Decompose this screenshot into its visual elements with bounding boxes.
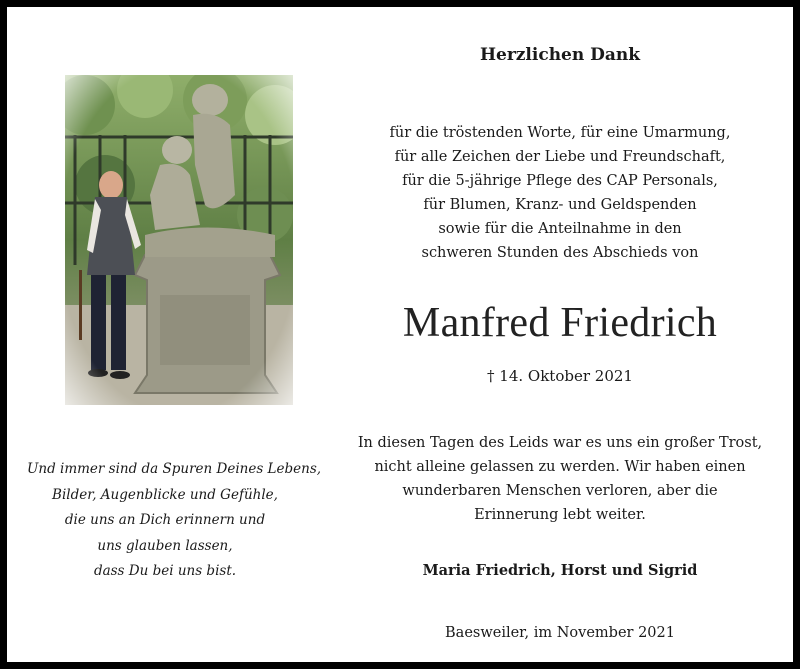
thanks-line: schweren Stunden des Abschieds von [421, 245, 699, 261]
message-line: wunderbaren Menschen verloren, aber die [402, 483, 718, 499]
card-heading: Herzlichen Dank [479, 45, 641, 65]
poem-line: die uns an Dich erinnern und [64, 512, 266, 529]
poem-line: Und immer sind da Spuren Deines Lebens, [27, 461, 322, 477]
thanks-line: sowie für die Anteilnahme in den [438, 221, 682, 237]
thanks-line: für die 5-jährige Pflege des CAP Personals, [402, 173, 718, 189]
poem-line: uns glauben lassen, [97, 537, 233, 554]
poem-line: Bilder, Augenblicke und Gefühle, [52, 486, 278, 503]
thanks-line: für Blumen, Kranz- und Geldspenden [423, 197, 697, 213]
thanks-line: für die tröstenden Worte, für eine Umarmung, [389, 125, 731, 141]
signers: Maria Friedrich, Horst und Sigrid [422, 562, 698, 579]
message-line: Erinnerung lebt weiter. [474, 507, 646, 523]
message-text [313, 431, 800, 527]
message-line: In diesen Tagen des Leids war es uns ein großer Trost, [357, 435, 763, 451]
thanks-text [313, 121, 800, 265]
memorial-poem [27, 457, 322, 585]
death-date: † 14. Oktober 2021 [487, 367, 633, 385]
poem-line: dass Du bei uns bist. [93, 563, 237, 580]
message-line: nicht alleine gelassen zu werden. Wir haben einen [374, 459, 746, 475]
portrait-photo [65, 75, 293, 405]
deceased-name: Manfred Friedrich [402, 300, 718, 346]
place-date: Baesweiler, im November 2021 [445, 625, 675, 641]
thanks-line: für alle Zeichen der Liebe und Freundschaft, [394, 149, 726, 165]
